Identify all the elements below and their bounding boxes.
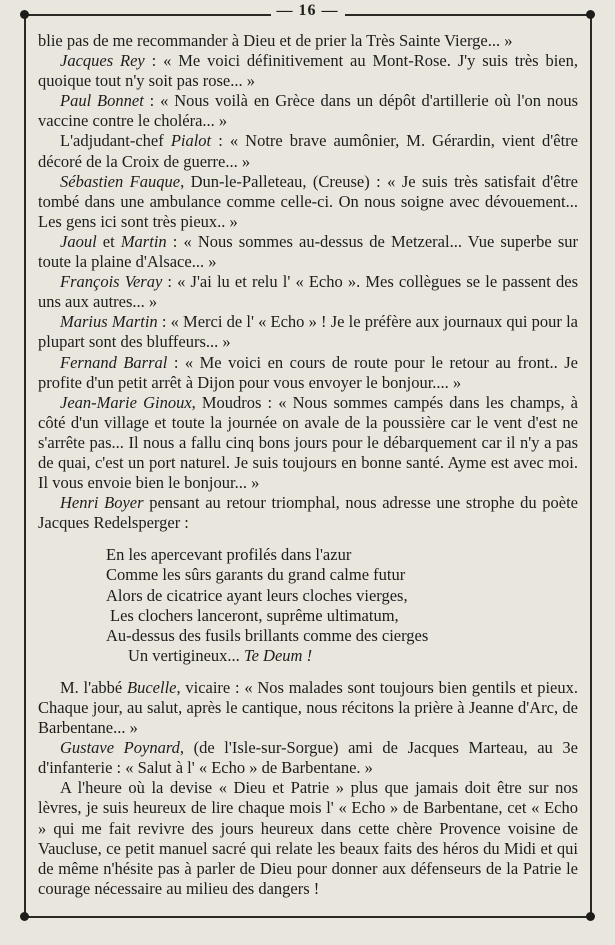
poem-line	[38, 545, 578, 565]
letter-paragraph	[38, 738, 578, 778]
correspondent-name: Jean-Marie Ginoux	[60, 392, 192, 412]
correspondent-name: Gustave Poynard	[60, 738, 180, 758]
correspondent-name: Sébastien Fauque	[60, 171, 181, 191]
correspondent-name: Bucelle	[127, 677, 177, 697]
poem-line-text: En les apercevant profilés dans l'azur	[106, 545, 352, 565]
paragraph-text: , Moudros : « Nous sommes campés dans les champs, à côté d'un village et toute la journée on avale de la poussière car le vent d'est ne s'arrête pas... Il nous a fallu cinq bons jours pour le débarquement car il n'y a pas de quai, c'est un port naturel. Je suis toujours en bonne santé. Ayme est avec moi. Il vous envoie bien le bonjour... »	[38, 392, 578, 493]
letter-paragraph	[38, 232, 578, 272]
letter-paragraph	[38, 493, 578, 533]
bottom-rule	[22, 916, 593, 918]
paragraph-text: A l'heure où la devise « Dieu et Patrie » plus que jamais doit être sur nos lèvres, je suis heureux de lire chaque mois l' « Echo » de Barbentane, cet « Echo » qui me fait revivre des jours heureux dans cette chère Provence voisine de Vaucluse, ce petit manuel sacré qui relate les beaux faits des héros du Midi et qui de même n'hésite pas à parler de Dieu pour donner aux défenseurs de la Patrie le courage nécessaire au milieu des dangers !	[38, 778, 578, 898]
correspondent-name: Henri Boyer	[60, 493, 144, 513]
correspondent-name: Pialot	[170, 131, 212, 151]
page-number: — 16 —	[0, 2, 615, 20]
paragraph-text: , (de l'Isle-sur-Sorgue) ami de Jacques Marteau, au 3e d'infanterie : « Salut à l' « Echo » de Barbentane. »	[38, 738, 578, 778]
poem-line-text: Les clochers lanceront, suprême ultimatum,	[110, 605, 399, 625]
paragraph-text: : « Nous voilà en Grèce dans un dépôt d'artillerie où l'on nous vaccine contre le choléra... »	[38, 91, 578, 131]
paragraph-text: pensant au retour triomphal, nous adresse une strophe du poète Jacques Redelsperger :	[38, 493, 578, 533]
poem-line	[38, 586, 578, 606]
poem-line	[38, 565, 578, 585]
correspondent-name: Fernand Barral	[60, 352, 168, 372]
letter-paragraph	[38, 172, 578, 232]
corner-ornament	[20, 912, 29, 921]
letter-paragraph	[38, 312, 578, 352]
poem-line-text: Alors de cicatrice ayant leurs cloches vierges,	[106, 585, 408, 605]
letters-section-2	[38, 678, 578, 899]
poem-line	[38, 626, 578, 646]
letter-paragraph	[38, 678, 578, 738]
poem-line	[38, 646, 578, 666]
paragraph-prefix: M. l'abbé	[60, 677, 128, 697]
correspondent-name: Marius Martin	[60, 312, 158, 332]
poem-line	[38, 606, 578, 626]
letter-paragraph	[38, 31, 578, 51]
letter-paragraph	[38, 353, 578, 393]
article-body	[38, 31, 578, 899]
letter-paragraph	[38, 91, 578, 131]
paragraph-text: : « Merci de l' « Echo » ! Je le préfère aux journaux qui pour la plupart sont des bluffeurs... »	[38, 312, 578, 352]
paragraph-connector: et	[96, 231, 121, 251]
letter-paragraph	[38, 131, 578, 171]
letter-paragraph	[38, 778, 578, 899]
letters-section	[38, 31, 578, 533]
letter-paragraph	[38, 393, 578, 493]
correspondent-name: Jacques Rey	[60, 51, 145, 71]
poem-stanza	[38, 545, 578, 666]
paragraph-text: : « J'ai lu et relu l' « Echo ». Mes collègues se le passent des uns aux autres... »	[38, 272, 578, 312]
correspondent-name: Martin	[120, 231, 167, 251]
paragraph-text: : « Me voici définitivement au Mont-Rose. J'y suis très bien, quoique tout n'y soit pas rose... »	[38, 51, 578, 91]
correspondent-name: Paul Bonnet	[60, 91, 144, 111]
paragraph-text: blie pas de me recommander à Dieu et de prier la Très Sainte Vierge... »	[38, 31, 513, 50]
paragraph-text: , Dun-le-Palleteau, (Creuse) : « Je suis très satisfait d'être tombé dans une ambulance comme celle-ci. On nous soigne avec dévouement... Les gens ici sont très pieux.. »	[38, 171, 578, 231]
letter-paragraph	[38, 51, 578, 91]
poem-line-text: Un vertigineux...	[128, 645, 244, 665]
paragraph-text: : « Notre brave aumônier, M. Gérardin, vient d'être décoré de la Croix de guerre... »	[38, 131, 578, 171]
corner-ornament	[586, 912, 595, 921]
paragraph-prefix: L'adjudant-chef	[60, 131, 171, 151]
paragraph-text: : « Me voici en cours de route pour le retour au front.. Je profite d'un petit arrêt à Dijon pour vous envoyer le bonjour.... »	[38, 352, 578, 392]
correspondent-name: Jaoul	[60, 231, 97, 251]
paragraph-text: , vicaire : « Nos malades sont toujours bien gentils et pieux. Chaque jour, au salut, après le cantique, nous récitons la prière à Jeanne d'Arc, de Barbentane... »	[38, 677, 578, 738]
poem-line-text: Comme les sûrs garants du grand calme futur	[106, 565, 406, 585]
poem-line-italic: Te Deum !	[243, 645, 313, 665]
poem-line-text: Au-dessus des fusils brillants comme des cierges	[106, 625, 429, 645]
right-border	[590, 14, 592, 918]
paragraph-text: : « Nous sommes au-dessus de Metzeral... Vue superbe sur toute la plaine d'Alsace... »	[38, 231, 578, 272]
letter-paragraph	[38, 272, 578, 312]
correspondent-name: François Veray	[60, 272, 163, 292]
left-border	[24, 14, 26, 918]
